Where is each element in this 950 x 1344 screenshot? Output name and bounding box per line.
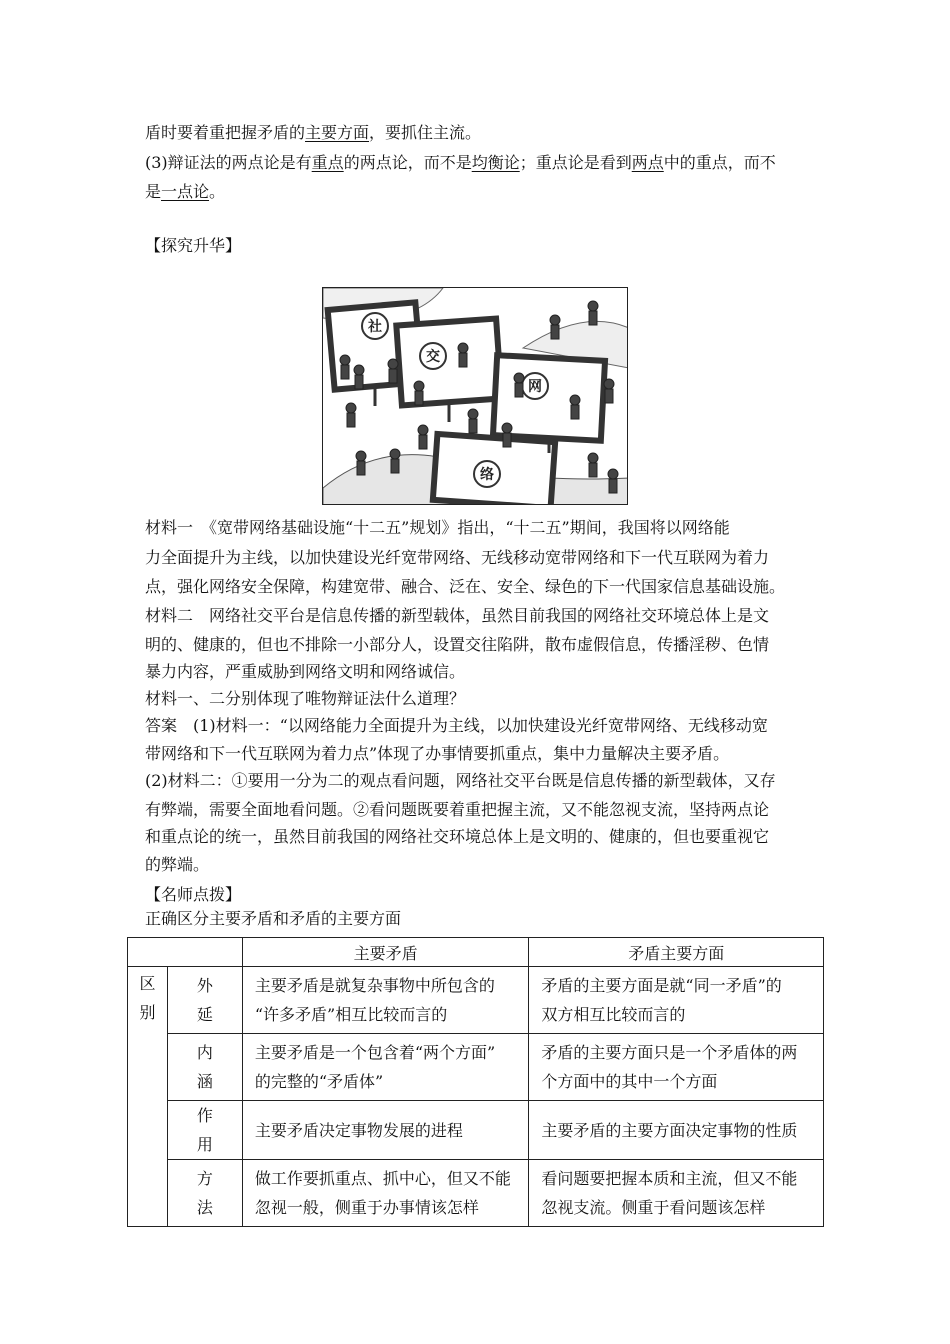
- table-cell: [242, 1160, 529, 1227]
- table-row: [128, 967, 824, 1034]
- cell-line: 双方相互比较而言的: [541, 1005, 686, 1024]
- underlined-answer: 两点: [631, 153, 664, 172]
- table-row: [128, 1101, 824, 1160]
- cell-line: 做工作要抓重点、抓中心，但又不能: [254, 1169, 511, 1188]
- row-name-cell: [167, 1101, 242, 1160]
- intro-line-2: [145, 153, 776, 173]
- cell-line: 忽视一般，侧重于办事情该怎样: [254, 1198, 479, 1217]
- cell-line: 矛盾的主要方面是就“同一矛盾”的: [541, 976, 782, 995]
- table-row: [128, 1034, 824, 1101]
- table-cell: [529, 1101, 824, 1160]
- underlined-answer: 一点论: [161, 182, 210, 201]
- row-name-cell: [167, 1034, 242, 1101]
- row-name-char: 作: [196, 1106, 213, 1125]
- cell-line: 个方面中的其中一个方面: [541, 1072, 718, 1091]
- material-line: 暴力内容，严重威胁到网络文明和网络诚信。: [145, 662, 466, 681]
- answer-line: 答案 (1)材料一：“以网络能力全面提升为主线，以加快建设光纤宽带网络、无线移动宽: [145, 716, 768, 735]
- table-header-cell: 主要矛盾: [242, 938, 529, 967]
- intro-text: 的两点论，而不是: [343, 153, 472, 172]
- section-heading-explore: 【探究升华】: [145, 236, 242, 255]
- char-she: 社: [368, 319, 382, 335]
- row-name-char: 外: [196, 976, 213, 995]
- table-header-cell: 矛盾主要方面: [529, 938, 824, 967]
- intro-text: 。: [209, 182, 226, 201]
- row-name-char: 方: [196, 1169, 213, 1188]
- cell-line: “许多矛盾”相互比较而言的: [254, 1005, 448, 1024]
- char-wang: 网: [528, 379, 542, 395]
- cell-line: 看问题要把握本质和主流，但又不能: [541, 1169, 798, 1188]
- underlined-answer: 主要方面: [305, 123, 370, 142]
- cell-line: 主要矛盾的主要方面决定事物的性质: [541, 1120, 798, 1140]
- table-cell: [242, 967, 529, 1034]
- cell-line: 主要矛盾是一个包含着“两个方面”: [254, 1043, 496, 1062]
- intro-line-1: [145, 123, 481, 143]
- table-title: 正确区分主要矛盾和矛盾的主要方面: [145, 909, 402, 928]
- table-cell: [242, 1101, 529, 1160]
- material-line: 点，强化网络安全保障，构建宽带、融合、泛在、安全、绿色的下一代国家信息基础设施。: [145, 577, 786, 596]
- intro-text: ；重点论是看到: [519, 153, 632, 172]
- table-cell: [529, 967, 824, 1034]
- network-social-illustration: [322, 287, 628, 505]
- row-name-char: 用: [196, 1135, 213, 1154]
- comparison-table: [127, 937, 824, 1227]
- row-name-char: 内: [196, 1043, 213, 1062]
- char-jiao: 交: [426, 349, 440, 365]
- answer-line: 的弊端。: [145, 855, 210, 874]
- material-line: 材料二 网络社交平台是信息传播的新型载体，虽然目前我国的网络社交环境总体上是文: [145, 606, 770, 625]
- row-name-char: 法: [196, 1198, 213, 1217]
- row-name-cell: [167, 967, 242, 1034]
- material-line: 明的、健康的，但也不排除一小部分人，设置交往陷阱，散布虚假信息，传播淫秽、色情: [145, 635, 770, 654]
- answer-line: 带网络和下一代互联网为着力点”体现了办事情要抓重点，集中力量解决主要矛盾。: [145, 744, 730, 763]
- question-line: 材料一、二分别体现了唯物辩证法什么道理？: [145, 689, 466, 708]
- material-line: 材料一 《宽带网络基础设施“十二五”规划》指出，“十二五”期间，我国将以网络能: [145, 518, 730, 537]
- group-label-cell: [128, 967, 168, 1227]
- material-line: 力全面提升为主线，以加快建设光纤宽带网络、无线移动宽带网络和下一代互联网为着力: [145, 548, 770, 567]
- table-cell: [529, 1034, 824, 1101]
- section-heading-teacher: 【名师点拨】: [145, 885, 242, 904]
- char-luo: 络: [480, 467, 494, 483]
- intro-text: 盾时要着重把握矛盾的: [145, 123, 306, 142]
- cell-line: 主要矛盾是就复杂事物中所包含的: [254, 976, 495, 995]
- answer-line: 和重点论的统一，虽然目前我国的网络社交环境总体上是文明的、健康的，但也要重视它: [145, 827, 770, 846]
- table-row: [128, 1160, 824, 1227]
- intro-line-3: [145, 182, 225, 202]
- intro-text: ，要抓住主流。: [369, 123, 482, 142]
- cell-line: 主要矛盾决定事物发展的进程: [254, 1120, 463, 1140]
- table-header-row: [128, 938, 824, 967]
- answer-line: 有弊端，需要全面地看问题。②看问题既要着重把握主流，又不能忽视支流，坚持两点论: [145, 800, 770, 819]
- cell-line: 矛盾的主要方面只是一个矛盾体的两: [541, 1043, 798, 1062]
- cell-line: 的完整的“矛盾体”: [254, 1072, 384, 1091]
- answer-line: (2)材料二：①要用一分为二的观点看问题，网络社交平台既是信息传播的新型载体，又存: [145, 771, 776, 790]
- cell-line: 忽视支流。侧重于看问题该怎样: [541, 1198, 766, 1217]
- table-cell: [529, 1160, 824, 1227]
- intro-text: 中的重点，而不: [663, 153, 776, 172]
- underlined-answer: 均衡论: [471, 153, 520, 172]
- row-name-char: 延: [196, 1005, 213, 1024]
- intro-text: (3)辩证法的两点论是有: [145, 153, 312, 172]
- row-name-cell: [167, 1160, 242, 1227]
- intro-text: 是: [145, 182, 162, 201]
- row-name-char: 涵: [196, 1072, 213, 1091]
- group-label-char: 别: [139, 1003, 156, 1022]
- group-label-char: 区: [139, 974, 156, 993]
- table-corner-cell: [128, 938, 243, 967]
- underlined-answer: 重点: [311, 153, 344, 172]
- illustration-svg: [323, 288, 628, 505]
- table-cell: [242, 1034, 529, 1101]
